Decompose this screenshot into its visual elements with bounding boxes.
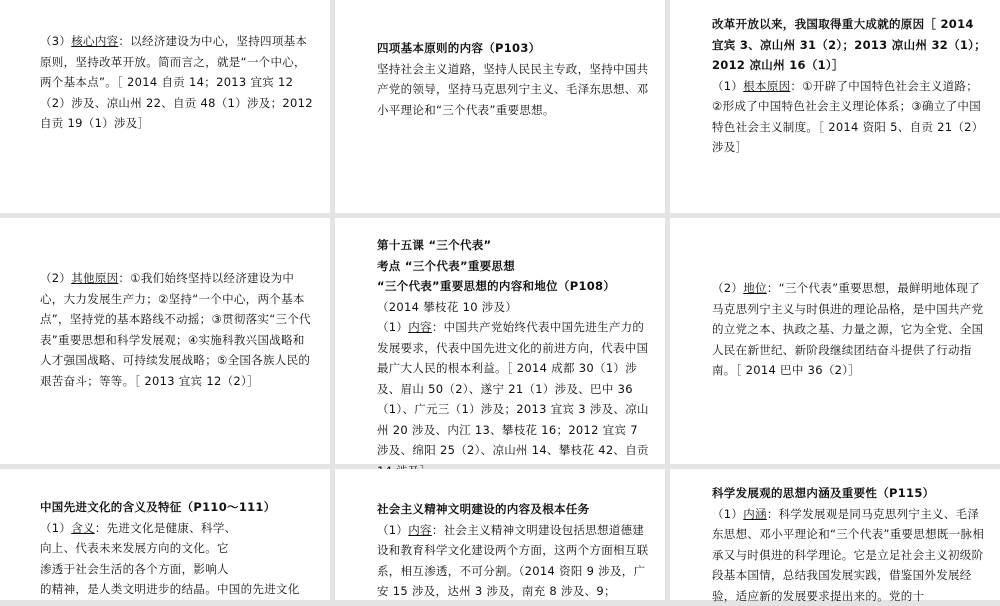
scientific-development-prefix: （1） — [712, 507, 743, 521]
core-content-body: ：以经济建设为中心，坚持四项基本原则，坚持改革开放。简而言之，就是“一个中心，两个基本点”。［ 2014 自贡 14；2013 宜宾 12（2）涉及、凉山州 22、自贡 48（1）涉及；2012 自贡 19（1）涉及］ — [40, 34, 313, 130]
advanced-culture-line-4: 的精神，是人类文明进步的结晶。中国的先进文化 — [40, 579, 316, 600]
status-prefix: （2） — [712, 281, 743, 295]
four-principles-title: 四项基本原则的内容（P103） — [377, 38, 651, 59]
spiritual-civilization-prefix: （1） — [377, 523, 408, 537]
spiritual-civilization-title: 社会主义精神文明建设的内容及根本任务 — [377, 499, 651, 520]
other-reasons-paragraph — [40, 268, 316, 391]
card-reform-reasons — [670, 0, 1000, 213]
three-represents-paragraph — [377, 317, 651, 481]
advanced-culture-label: 含义 — [71, 521, 95, 535]
card-status — [670, 218, 1000, 464]
exam-note: （2014 攀枝花 10 涉及） — [377, 297, 651, 318]
three-represents-body: ：中国共产党始终代表中国先进生产力的发展要求，代表中国先进文化的前进方向，代表中国最广大人民的根本利益。［ 2014 成都 30（1）涉及、眉山 50（2）、遂宁 21（1）涉及、巴中 36（1）、广元三（1）涉及；2013 宜宾 3 涉及、凉山州 20 涉及、内江 13、攀枝花 16；2012 宜宾 7 涉及、绵阳 25（2）、凉山州 14、攀枝花 42、自贡 — [377, 320, 649, 478]
three-represents-label: 内容 — [408, 320, 432, 334]
core-content-paragraph — [40, 31, 316, 134]
card-scientific-development — [670, 469, 1000, 600]
lesson-title: 第十五课 “三个代表” — [377, 235, 651, 256]
card-core-content — [0, 0, 330, 213]
other-reasons-label: 其他原因 — [71, 271, 118, 285]
reform-reasons-body: ：①开辟了中国特色社会主义道路；②形成了中国特色社会主义理论体系；③确立了中国特色社会主义制度。［ 2014 资阳 5、自贡 21（2）涉及］ — [712, 79, 984, 155]
core-content-label: 核心内容 — [71, 34, 118, 48]
three-represents-prefix: （1） — [377, 320, 408, 334]
advanced-culture-line-1 — [40, 518, 316, 539]
scientific-development-label: 内涵 — [743, 507, 767, 521]
card-three-represents — [335, 218, 665, 464]
scientific-development-body: ：科学发展观是同马克思列宁主义、毛泽东思想、邓小平理论和“三个代表”重要思想既一脉相承又与时俱进的科学理论。它是立足社会主义初级阶段基本国情，总结我国发展实践，借鉴国外发展经验，适应新的发展要求提出来的。党的十 — [712, 507, 984, 603]
spiritual-civilization-label: 内容 — [408, 523, 432, 537]
card-other-reasons — [0, 218, 330, 464]
status-label: 地位 — [743, 281, 767, 295]
advanced-culture-line-2: 向上、代表未来发展方向的文化。它 — [40, 538, 316, 559]
card-spiritual-civilization — [335, 469, 665, 600]
advanced-culture-body-1: ：先进文化是健康、科学、 — [95, 521, 237, 535]
four-principles-body: 坚持社会主义道路，坚持人民民主专政，坚持中国共产党的领导，坚持马克思列宁主义、毛泽东思想、邓小平理论和“三个代表”重要思想。 — [377, 59, 651, 121]
scientific-development-paragraph — [712, 504, 988, 606]
advanced-culture-title: 中国先进文化的含义及特征（P110～111） — [40, 497, 316, 518]
status-body: ：“三个代表”重要思想，最鲜明地体现了马克思列宁主义与时俱进的理论品格，是中国共产党的立党之本、执政之基、力量之源，它为全党、全国人民在新世纪、新阶段继续团结奋斗提供了行动指南。［ 2014 巴中 36（2）］ — [712, 281, 983, 377]
exam-point-title: 考点 “三个代表”重要思想 — [377, 256, 651, 277]
scientific-development-title: 科学发展观的思想内涵及重要性（P115） — [712, 483, 988, 504]
card-four-principles — [335, 0, 665, 213]
spiritual-civilization-paragraph — [377, 520, 651, 602]
spiritual-civilization-body: ：社会主义精神文明建设包括思想道德建设和教育科学文化建设两个方面，这两个方面相互联系，相互渗透，不可分割。（2014 资阳 9 涉及，广安 15 涉及，达州 3 涉及，南充 8 涉及、9； — [377, 523, 648, 599]
status-paragraph — [712, 278, 988, 381]
reform-reasons-prefix: （1） — [712, 79, 743, 93]
reform-reasons-title: 改革开放以来，我国取得重大成就的原因［ 2014 宜宾 3、凉山州 31（2）；2013 凉山州 32（1）；2012 凉山州 16（1）］ — [712, 14, 988, 76]
other-reasons-prefix: （2） — [40, 271, 71, 285]
card-advanced-culture — [0, 469, 330, 600]
other-reasons-body: ：①我们始终坚持以经济建设为中心，大力发展生产力；②坚持“一个中心，两个基本点”，坚持党的基本路线不动摇；③贯彻落实“三个代表”重要思想和科学发展观；④实施科教兴国战略和人才强国战略、可持续发展战略；⑤全国各族人民的艰苦奋斗；等等。［ 2013 宜宾 12（2）］ — [40, 271, 311, 388]
advanced-culture-line-3: 渗透于社会生活的各个方面，影响人 — [40, 559, 316, 580]
advanced-culture-prefix: （1） — [40, 521, 71, 535]
reform-reasons-paragraph — [712, 76, 988, 158]
content-status-title: “三个代表”重要思想的内容和地位（P108） — [377, 276, 651, 297]
core-content-prefix: （3） — [40, 34, 71, 48]
reform-reasons-label: 根本原因 — [743, 79, 790, 93]
